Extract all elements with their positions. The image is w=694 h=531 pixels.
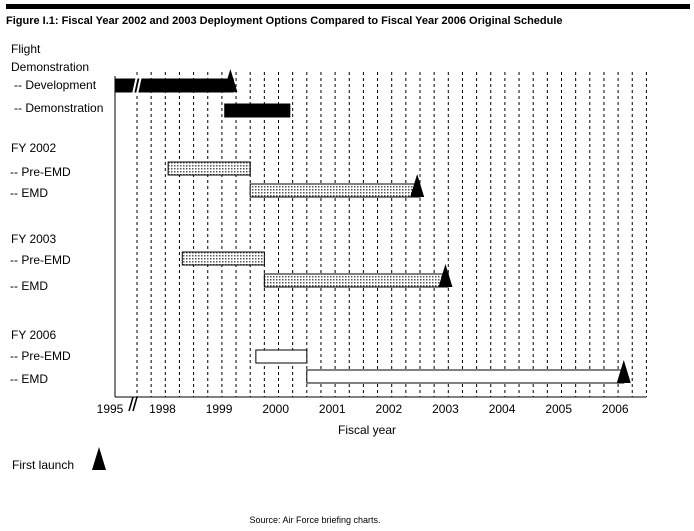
legend bbox=[12, 447, 106, 472]
x-tick-label: 2000 bbox=[262, 402, 290, 416]
legend-label: First launch bbox=[12, 458, 75, 472]
x-tick-label: 2006 bbox=[601, 402, 629, 416]
grid-lines bbox=[115, 72, 646, 397]
task-label: -- Development bbox=[14, 78, 97, 92]
group-header: Flight bbox=[11, 42, 41, 56]
row-labels bbox=[10, 42, 103, 386]
task-label: -- Demonstration bbox=[14, 101, 104, 115]
task-bar bbox=[264, 274, 448, 287]
task-bar bbox=[307, 370, 624, 383]
task-label: -- EMD bbox=[10, 372, 48, 386]
legend-first-launch-marker bbox=[92, 447, 106, 470]
task-bar bbox=[256, 350, 307, 363]
task-bar bbox=[182, 252, 264, 265]
task-bar bbox=[168, 162, 250, 175]
x-tick-label: 2003 bbox=[432, 402, 459, 416]
figure-title: Figure I.1: Fiscal Year 2002 and 2003 Deployment Options Compared to Fiscal Year 2006 Original Schedule bbox=[6, 15, 563, 27]
task-bars bbox=[115, 69, 631, 383]
x-tick-label: 2005 bbox=[545, 402, 573, 416]
x-tick-label: 2001 bbox=[318, 402, 346, 416]
axis-break-mark bbox=[129, 397, 133, 411]
x-axis-title: Fiscal year bbox=[337, 423, 397, 437]
group-header: Demonstration bbox=[11, 60, 90, 74]
task-bar-solid-part bbox=[225, 104, 290, 117]
x-tick-label: 1998 bbox=[149, 402, 176, 416]
axis-break-mark bbox=[133, 397, 137, 411]
task-label: -- EMD bbox=[10, 186, 48, 200]
x-tick-label: 1995 bbox=[96, 402, 124, 416]
group-header: FY 2003 bbox=[11, 232, 57, 246]
x-tick-label: 2004 bbox=[488, 402, 516, 416]
x-tick-label: 2002 bbox=[375, 402, 403, 416]
task-bar bbox=[250, 184, 420, 197]
group-header: FY 2002 bbox=[11, 141, 57, 155]
source-note: Source: Air Force briefing charts. bbox=[249, 515, 381, 525]
x-tick-label: 1999 bbox=[205, 402, 233, 416]
group-header: FY 2006 bbox=[11, 328, 57, 342]
task-label: -- Pre-EMD bbox=[10, 349, 71, 363]
task-label: -- Pre-EMD bbox=[10, 165, 71, 179]
task-label: -- EMD bbox=[10, 279, 48, 293]
x-axis bbox=[97, 397, 647, 437]
task-bar bbox=[115, 79, 233, 92]
task-label: -- Pre-EMD bbox=[10, 253, 71, 267]
